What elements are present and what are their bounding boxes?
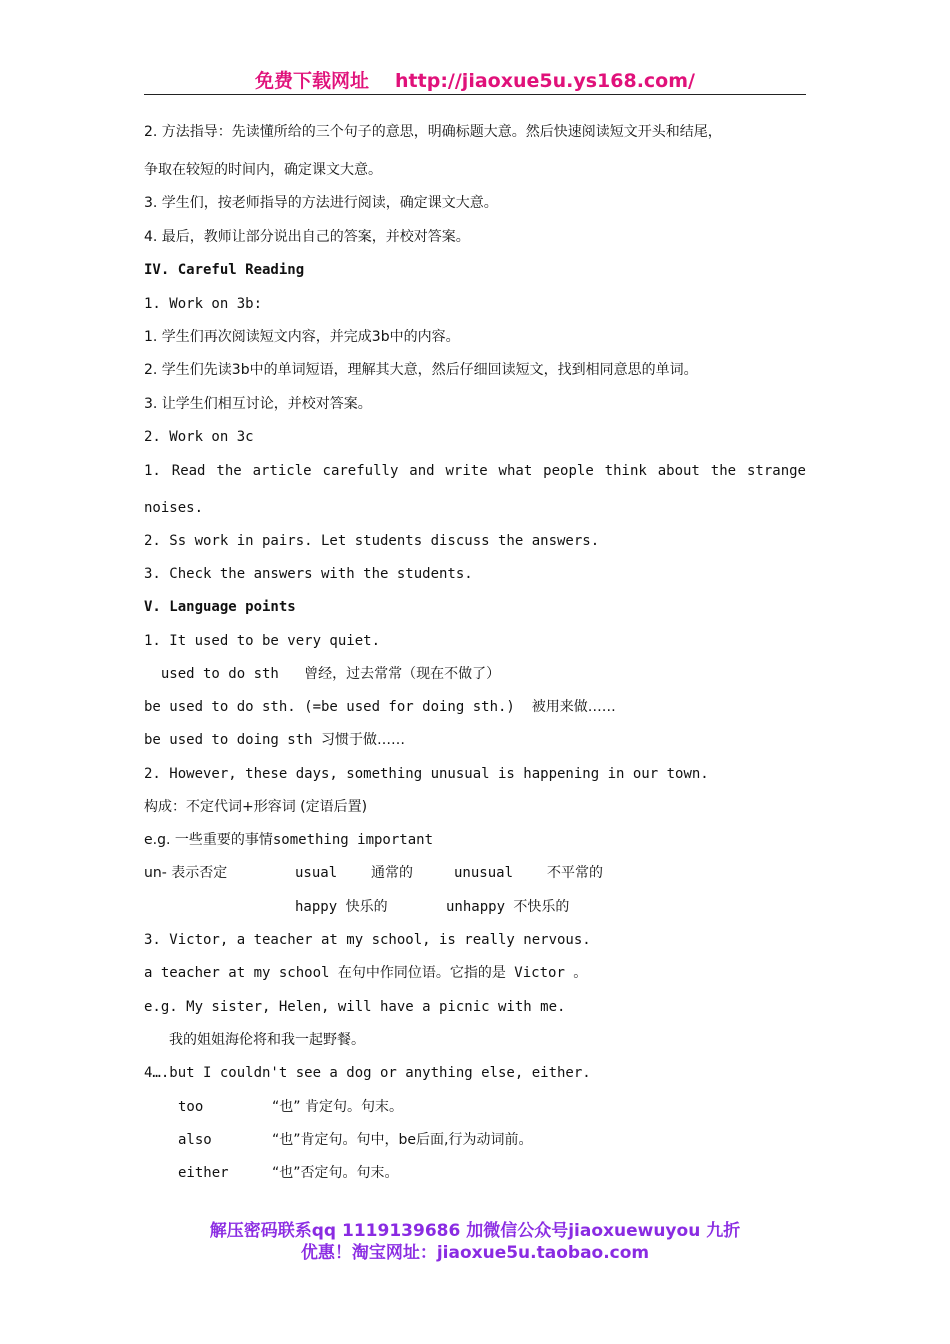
un-usual-cn: 通常的 <box>371 865 413 881</box>
word: what <box>498 463 533 479</box>
also-explanation: “也”肯定句。句中，be后面,行为动词前。 <box>272 1132 533 1148</box>
point-3-appositive-en: a teacher at my school <box>144 965 338 981</box>
word: about <box>657 463 700 479</box>
work-on-3b: 1. Work on 3b: <box>144 296 263 312</box>
word: 1. <box>144 463 161 479</box>
point-2-example-cn: e.g. 一些重要的事情 <box>144 832 273 848</box>
point-1-be-used-to-do-cn: 被用来做…… <box>531 699 616 715</box>
either-explanation: “也”否定句。句末。 <box>272 1165 399 1181</box>
work-on-3c: 2. Work on 3c <box>144 429 254 445</box>
word: and <box>409 463 435 479</box>
point-2-structure: 构成：不定代词+形容词 (定语后置) <box>144 799 368 815</box>
point-3: 3. Victor, a teacher at my school, is really nervous. <box>144 932 591 948</box>
point-1-be-used-to-doing <box>144 731 405 749</box>
un-usual: usual <box>295 865 338 881</box>
un-unhappy: unhappy 不快乐的 <box>446 899 570 915</box>
un-prefix-label: un- 表示否定 <box>144 865 228 881</box>
header-label: 免费下载网址 <box>255 70 370 92</box>
work-3b-item-3: 3. 让学生们相互讨论，并校对答案。 <box>144 396 372 412</box>
un-happy: happy 快乐的 <box>295 899 388 915</box>
word: article <box>252 463 312 479</box>
step-4-line: 4. 最后，教师让部分说出自己的答案，并校对答案。 <box>144 229 470 245</box>
work-3c-item-1-cont: noises. <box>144 500 204 516</box>
either-word: either <box>178 1165 229 1181</box>
point-2-example-en: something important <box>272 832 434 848</box>
step-2-line-b: 争取在较短的时间内，确定课文大意。 <box>144 162 382 178</box>
header-url[interactable]: http://jiaoxue5u.ys168.com/ <box>395 70 695 92</box>
point-1-be-used-to-doing-cn: 习惯于做…… <box>321 732 406 748</box>
point-1-used-to-cn: 曾经，过去常常（现在不做了） <box>304 666 501 682</box>
point-4: 4….but I couldn't see a dog or anything else, either. <box>144 1065 591 1081</box>
point-3-appositive-tail: Victor 。 <box>505 965 588 981</box>
word: people <box>543 463 594 479</box>
work-3b-item-2: 2. 学生们先读3b中的单词短语，理解其大意，然后仔细回读短文，找到相同意思的单词。 <box>144 362 698 378</box>
step-3-line: 3. 学生们，按老师指导的方法进行阅读，确定课文大意。 <box>144 195 498 211</box>
work-3c-item-1 <box>144 462 806 480</box>
point-3-example: e.g. My sister, Helen, will have a picnic with me. <box>144 999 566 1015</box>
point-2: 2. However, these days, something unusual is happening in our town. <box>144 766 709 782</box>
point-3-appositive-cn: 在句中作同位语。它指的是 <box>337 965 506 981</box>
section-careful-reading: IV. Careful Reading <box>144 262 305 278</box>
un-unusual: unusual <box>454 865 514 881</box>
header-divider <box>144 94 806 95</box>
page-header <box>144 66 806 93</box>
word: strange <box>746 463 806 479</box>
word: the <box>710 463 737 479</box>
point-1-be-used-to-do-en: be used to do sth. (=be used for doing sth.) <box>144 699 532 715</box>
step-2-line-a: 2. 方法指导：先读懂所给的三个句子的意思，明确标题大意。然后快速阅读短文开头和结尾， <box>144 124 722 140</box>
un-unusual-cn: 不平常的 <box>547 865 603 881</box>
too-word: too <box>178 1099 204 1115</box>
word: think <box>604 463 647 479</box>
word: write <box>445 463 488 479</box>
work-3c-item-3: 3. Check the answers with the students. <box>144 566 473 582</box>
also-word: also <box>178 1132 212 1148</box>
point-1-used-to <box>144 665 500 683</box>
point-1-be-used-to-do <box>144 698 616 716</box>
point-1-used-to-en: used to do sth <box>144 666 305 682</box>
word: carefully <box>322 463 399 479</box>
point-3-appositive <box>144 964 587 982</box>
word: the <box>216 463 242 479</box>
work-3c-item-2: 2. Ss work in pairs. Let students discuss the answers. <box>144 533 600 549</box>
too-explanation: “也” 肯定句。句末。 <box>272 1099 403 1115</box>
point-1: 1. It used to be very quiet. <box>144 633 381 649</box>
section-language-points: V. Language points <box>144 599 296 615</box>
point-3-example-cn: 我的姐姐海伦将和我一起野餐。 <box>169 1032 365 1048</box>
point-2-example <box>144 831 433 849</box>
footer-line-1: 解压密码联系qq 1119139686 加微信公众号jiaoxuewuyou 九折 <box>209 1221 741 1241</box>
work-3b-item-1: 1. 学生们再次阅读短文内容，并完成3b中的内容。 <box>144 329 460 345</box>
footer-line-2: 优惠！淘宝网址：jiaoxue5u.taobao.com <box>300 1243 650 1263</box>
point-1-be-used-to-doing-en: be used to doing sth <box>144 732 322 748</box>
word: Read <box>171 463 206 479</box>
